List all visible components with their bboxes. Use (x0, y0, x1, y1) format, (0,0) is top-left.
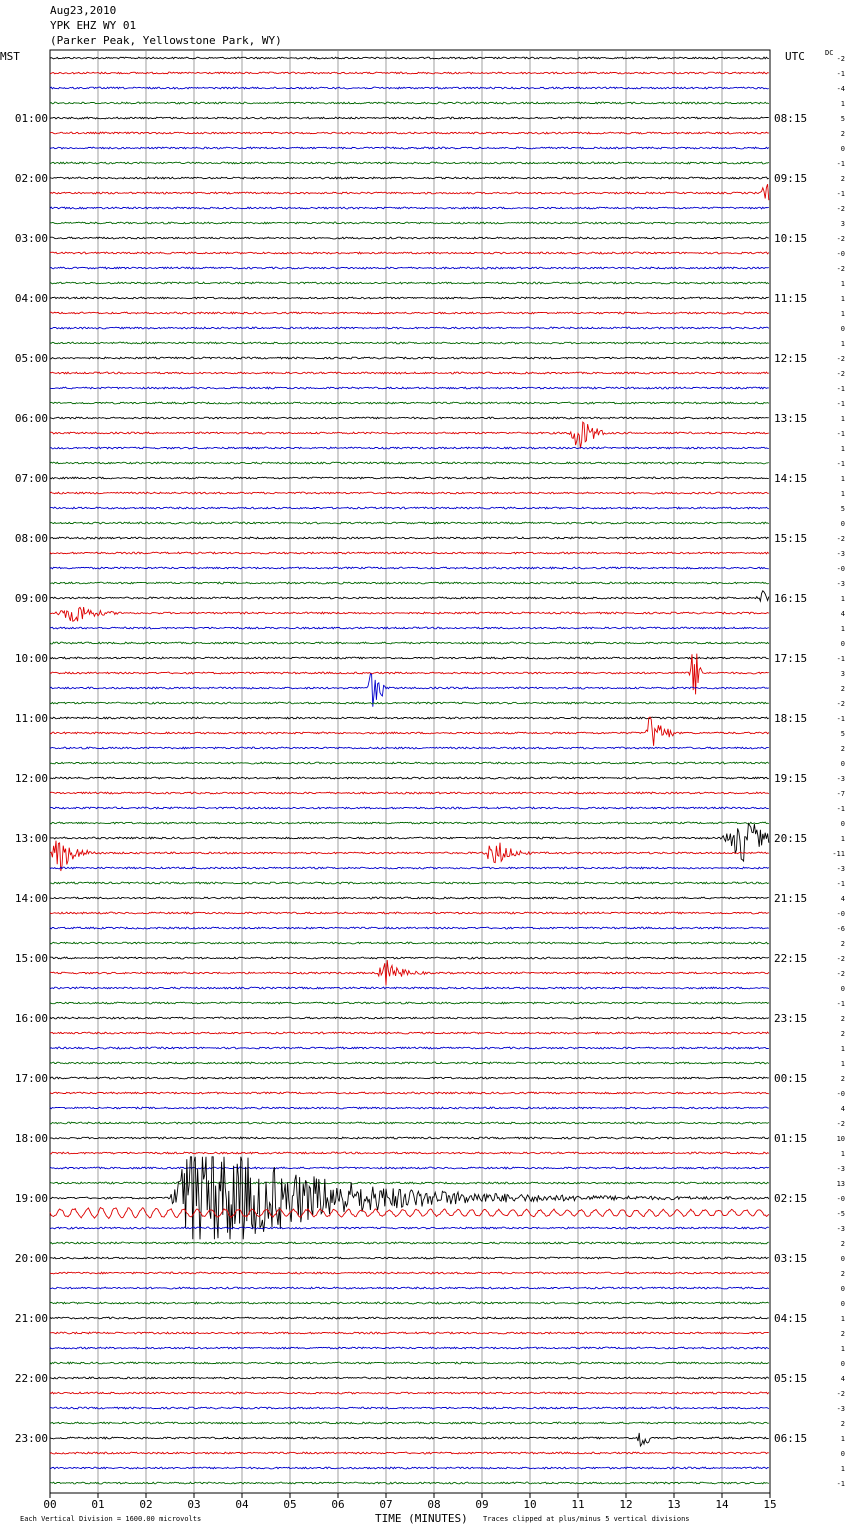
plot-frame (50, 50, 770, 1493)
utc-hour-label: 12:15 (774, 352, 808, 365)
dc-offset-label: 1 (840, 1465, 845, 1473)
dc-offset-label: 0 (840, 640, 845, 648)
trace-18 (50, 327, 769, 329)
utc-hour-label: 05:15 (774, 1372, 808, 1385)
trace-1 (50, 72, 769, 74)
x-tick-label: 07 (379, 1498, 393, 1511)
trace-52 (50, 824, 769, 862)
local-hour-label: 13:00 (14, 832, 48, 845)
trace-87 (50, 1362, 769, 1364)
trace-66 (50, 1047, 769, 1049)
dc-offset-label: 0 (840, 760, 845, 768)
dc-offset-label: 1 (840, 280, 845, 288)
dc-offset-label: -0 (836, 250, 845, 258)
dc-offset-label: 2 (840, 1330, 845, 1338)
trace-61 (50, 960, 769, 985)
x-tick-label: 11 (571, 1498, 585, 1511)
local-timezone-label: MST (0, 50, 20, 63)
trace-43 (50, 702, 769, 704)
dc-offset-label: -2 (836, 55, 845, 63)
utc-hour-label: 03:15 (774, 1252, 808, 1265)
dc-offset-label: 0 (840, 1255, 845, 1263)
trace-67 (50, 1062, 769, 1064)
trace-10 (50, 207, 769, 209)
local-hour-label: 20:00 (14, 1252, 48, 1265)
trace-19 (50, 342, 769, 344)
dc-offset-label: 1 (840, 1150, 845, 1158)
trace-48 (50, 777, 769, 779)
local-hour-label: 06:00 (14, 412, 48, 425)
trace-6 (50, 147, 769, 149)
utc-hour-label: 23:15 (774, 1012, 808, 1025)
trace-58 (50, 927, 769, 929)
trace-51 (50, 822, 769, 824)
trace-21 (50, 372, 769, 374)
trace-94 (50, 1467, 769, 1469)
dc-offset-label: -1 (836, 1000, 845, 1008)
dc-offset-label: 0 (840, 820, 845, 828)
trace-17 (50, 312, 769, 314)
trace-89 (50, 1392, 769, 1394)
dc-offset-label: 2 (840, 1240, 845, 1248)
utc-hour-label: 17:15 (774, 652, 808, 665)
dc-offset-labels (832, 55, 845, 1488)
trace-45 (50, 717, 769, 746)
trace-13 (50, 252, 769, 254)
dc-offset-label: -2 (836, 235, 845, 243)
trace-77 (50, 1208, 769, 1219)
x-tick-label: 02 (139, 1498, 153, 1511)
trace-26 (50, 447, 769, 449)
dc-offset-label: -1 (836, 715, 845, 723)
trace-37 (50, 607, 769, 621)
dc-offset-label: 2 (840, 130, 845, 138)
dc-offset-label: 0 (840, 1360, 845, 1368)
dc-offset-label: -2 (836, 970, 845, 978)
trace-24 (50, 417, 769, 419)
trace-88 (50, 1377, 769, 1379)
utc-hour-label: 02:15 (774, 1192, 808, 1205)
local-hour-label: 11:00 (14, 712, 48, 725)
dc-offset-label: 5 (840, 730, 845, 738)
x-tick-label: 01 (91, 1498, 105, 1511)
trace-76 (50, 1157, 769, 1240)
dc-offset-label: 2 (840, 1420, 845, 1428)
trace-3 (50, 102, 769, 104)
local-hour-label: 23:00 (14, 1432, 48, 1445)
dc-offset-label: 4 (840, 610, 845, 618)
local-hour-label: 18:00 (14, 1132, 48, 1145)
local-hour-label: 01:00 (14, 112, 48, 125)
dc-offset-label: 1 (840, 445, 845, 453)
dc-offset-label: -1 (836, 190, 845, 198)
local-hour-label: 14:00 (14, 892, 48, 905)
dc-offset-label: 2 (840, 1075, 845, 1083)
x-tick-label: 09 (475, 1498, 489, 1511)
dc-offset-label: 4 (840, 895, 845, 903)
dc-offset-label: 1 (840, 1315, 845, 1323)
x-axis-title: TIME (MINUTES) (375, 1512, 468, 1525)
trace-47 (50, 762, 769, 764)
dc-offset-label: -3 (836, 1165, 845, 1173)
trace-5 (50, 132, 769, 134)
local-hour-label: 04:00 (14, 292, 48, 305)
trace-74 (50, 1167, 769, 1169)
trace-83 (50, 1302, 769, 1304)
trace-30 (50, 507, 769, 509)
trace-80 (50, 1257, 769, 1259)
trace-63 (50, 1002, 769, 1004)
dc-offset-label: -2 (836, 955, 845, 963)
dc-offset-label: 0 (840, 1300, 845, 1308)
utc-hour-label: 08:15 (774, 112, 808, 125)
local-hour-label: 03:00 (14, 232, 48, 245)
x-axis-ticks (43, 1493, 776, 1511)
dc-offset-label: 4 (840, 1375, 845, 1383)
x-tick-label: 12 (619, 1498, 633, 1511)
dc-offset-label: -3 (836, 865, 845, 873)
trace-44 (50, 717, 769, 719)
trace-56 (50, 897, 769, 899)
trace-39 (50, 642, 769, 644)
local-hour-label: 10:00 (14, 652, 48, 665)
dc-offset-label: 10 (836, 1135, 845, 1143)
dc-offset-label: -1 (836, 70, 845, 78)
dc-offset-label: 0 (840, 1285, 845, 1293)
dc-offset-label: 2 (840, 175, 845, 183)
trace-25 (50, 422, 769, 448)
local-hour-label: 17:00 (14, 1072, 48, 1085)
dc-offset-label: 13 (836, 1180, 845, 1188)
x-tick-label: 10 (523, 1498, 537, 1511)
trace-53 (50, 841, 769, 871)
x-tick-label: 05 (283, 1498, 297, 1511)
utc-hour-label: 21:15 (774, 892, 808, 905)
trace-59 (50, 942, 769, 944)
dc-offset-label: 1 (840, 100, 845, 108)
trace-35 (50, 582, 769, 584)
local-hour-label: 08:00 (14, 532, 48, 545)
dc-offset-label: 1 (840, 415, 845, 423)
trace-23 (50, 402, 769, 404)
trace-69 (50, 1092, 769, 1094)
x-tick-label: 15 (763, 1498, 777, 1511)
x-tick-label: 00 (43, 1498, 57, 1511)
trace-2 (50, 87, 769, 89)
utc-hour-label: 00:15 (774, 1072, 808, 1085)
utc-hour-label: 09:15 (774, 172, 808, 185)
local-hour-label: 15:00 (14, 952, 48, 965)
dc-offset-label: 0 (840, 985, 845, 993)
trace-90 (50, 1407, 769, 1409)
dc-offset-label: -2 (836, 355, 845, 363)
trace-40 (50, 657, 769, 659)
trace-34 (50, 567, 769, 569)
dc-offset-label: -2 (836, 265, 845, 273)
x-tick-label: 03 (187, 1498, 201, 1511)
trace-12 (50, 237, 769, 239)
trace-71 (50, 1122, 769, 1124)
dc-offset-label: -1 (836, 460, 845, 468)
local-hour-label: 09:00 (14, 592, 48, 605)
x-tick-label: 08 (427, 1498, 441, 1511)
utc-hour-label: 13:15 (774, 412, 808, 425)
dc-offset-label: 3 (840, 670, 845, 678)
trace-22 (50, 387, 769, 389)
dc-offset-label: -11 (832, 850, 845, 858)
local-hour-label: 21:00 (14, 1312, 48, 1325)
dc-offset-label: 0 (840, 520, 845, 528)
dc-offset-label: 5 (840, 505, 845, 513)
utc-hour-label: 14:15 (774, 472, 808, 485)
trace-85 (50, 1332, 769, 1334)
dc-offset-label: 1 (840, 490, 845, 498)
dc-offset-label: 5 (840, 115, 845, 123)
trace-11 (50, 222, 769, 224)
x-tick-label: 14 (715, 1498, 729, 1511)
dc-offset-label: 1 (840, 1345, 845, 1353)
trace-72 (50, 1137, 769, 1139)
utc-hour-label: 11:15 (774, 292, 808, 305)
trace-49 (50, 792, 769, 794)
dc-offset-label: 1 (840, 625, 845, 633)
dc-offset-label: -1 (836, 400, 845, 408)
utc-hour-label: 22:15 (774, 952, 808, 965)
utc-hour-label: 15:15 (774, 532, 808, 545)
trace-62 (50, 987, 769, 989)
clip-note: Traces clipped at plus/minus 5 vertical divisions (483, 1515, 690, 1523)
trace-33 (50, 552, 769, 554)
dc-offset-label: 2 (840, 685, 845, 693)
dc-offset-label: -3 (836, 1225, 845, 1233)
dc-offset-label: -1 (836, 385, 845, 393)
local-hour-label: 02:00 (14, 172, 48, 185)
dc-offset-label: 1 (840, 1435, 845, 1443)
record-date: Aug23,2010 (50, 4, 117, 17)
dc-offset-label: 2 (840, 1015, 845, 1023)
local-hour-label: 07:00 (14, 472, 48, 485)
dc-offset-label: 0 (840, 1450, 845, 1458)
trace-60 (50, 957, 769, 959)
local-hour-label: 19:00 (14, 1192, 48, 1205)
dc-offset-label: -1 (836, 880, 845, 888)
dc-offset-label: -3 (836, 1405, 845, 1413)
dc-offset-label: -1 (836, 160, 845, 168)
dc-offset-label: 1 (840, 595, 845, 603)
trace-70 (50, 1107, 769, 1109)
dc-offset-label: 2 (840, 1270, 845, 1278)
dc-offset-label: -2 (836, 1390, 845, 1398)
trace-57 (50, 912, 769, 914)
dc-column-label: DC (825, 49, 834, 57)
trace-78 (50, 1227, 769, 1229)
utc-hour-label: 19:15 (774, 772, 808, 785)
dc-offset-label: 1 (840, 295, 845, 303)
dc-offset-label: 1 (840, 1045, 845, 1053)
dc-offset-label: -6 (836, 925, 845, 933)
trace-65 (50, 1032, 769, 1034)
scale-note: Each Vertical Division = 1600.00 microvolts (20, 1515, 202, 1523)
trace-95 (50, 1482, 769, 1484)
local-hour-label: 05:00 (14, 352, 48, 365)
trace-4 (50, 117, 769, 119)
trace-84 (50, 1317, 769, 1319)
dc-offset-label: -0 (836, 1090, 845, 1098)
utc-hour-label: 20:15 (774, 832, 808, 845)
dc-offset-label: 1 (840, 1060, 845, 1068)
trace-31 (50, 522, 769, 524)
dc-offset-label: -1 (836, 805, 845, 813)
trace-81 (50, 1272, 769, 1274)
trace-91 (50, 1422, 769, 1424)
dc-offset-label: -7 (836, 790, 845, 798)
dc-offset-label: -2 (836, 1120, 845, 1128)
trace-16 (50, 297, 769, 299)
utc-hour-label: 06:15 (774, 1432, 808, 1445)
trace-8 (50, 177, 769, 179)
trace-50 (50, 807, 769, 809)
dc-offset-label: 1 (840, 475, 845, 483)
trace-75 (50, 1182, 769, 1184)
trace-7 (50, 162, 769, 164)
dc-offset-label: -1 (836, 430, 845, 438)
trace-29 (50, 492, 769, 494)
trace-55 (50, 882, 769, 884)
dc-offset-label: 1 (840, 310, 845, 318)
trace-32 (50, 537, 769, 539)
trace-73 (50, 1152, 769, 1154)
trace-54 (50, 867, 769, 869)
trace-64 (50, 1017, 769, 1019)
minute-gridlines (50, 50, 770, 1493)
trace-28 (50, 477, 769, 479)
utc-hour-label: 18:15 (774, 712, 808, 725)
dc-offset-label: -2 (836, 370, 845, 378)
utc-hour-label: 16:15 (774, 592, 808, 605)
trace-93 (50, 1452, 769, 1454)
trace-9 (50, 184, 769, 200)
dc-offset-label: -2 (836, 535, 845, 543)
trace-20 (50, 357, 769, 359)
dc-offset-label: 2 (840, 940, 845, 948)
dc-offset-label: -1 (836, 1480, 845, 1488)
utc-hour-label: 01:15 (774, 1132, 808, 1145)
utc-hour-label: 04:15 (774, 1312, 808, 1325)
dc-offset-label: -3 (836, 550, 845, 558)
trace-68 (50, 1077, 769, 1079)
local-hour-label: 16:00 (14, 1012, 48, 1025)
dc-offset-label: -0 (836, 565, 845, 573)
station-code: YPK EHZ WY 01 (50, 19, 137, 32)
dc-offset-label: -0 (836, 910, 845, 918)
trace-82 (50, 1287, 769, 1289)
trace-15 (50, 282, 769, 284)
trace-36 (50, 591, 769, 601)
trace-27 (50, 462, 769, 464)
dc-offset-label: 0 (840, 325, 845, 333)
trace-0 (50, 57, 769, 59)
station-location: (Parker Peak, Yellowstone Park, WY) (50, 34, 282, 47)
trace-46 (50, 747, 769, 749)
trace-14 (50, 267, 769, 269)
x-tick-label: 04 (235, 1498, 249, 1511)
x-tick-label: 06 (331, 1498, 345, 1511)
utc-time-labels (774, 112, 807, 1445)
dc-offset-label: -0 (836, 1195, 845, 1203)
dc-offset-label: -4 (836, 85, 845, 93)
seismic-traces (50, 57, 769, 1484)
dc-offset-label: -3 (836, 580, 845, 588)
dc-offset-label: -3 (836, 775, 845, 783)
dc-offset-label: -2 (836, 700, 845, 708)
local-hour-label: 12:00 (14, 772, 48, 785)
local-time-labels (15, 112, 48, 1445)
utc-hour-label: 10:15 (774, 232, 808, 245)
trace-79 (50, 1242, 769, 1244)
utc-timezone-label: UTC (785, 50, 805, 63)
dc-offset-label: 0 (840, 145, 845, 153)
dc-offset-label: 3 (840, 220, 845, 228)
trace-86 (50, 1347, 769, 1349)
x-tick-label: 13 (667, 1498, 681, 1511)
local-hour-label: 22:00 (14, 1372, 48, 1385)
trace-38 (50, 627, 769, 629)
dc-offset-label: -5 (836, 1210, 845, 1218)
dc-offset-label: 1 (840, 835, 845, 843)
dc-offset-label: 2 (840, 745, 845, 753)
dc-offset-label: 2 (840, 1030, 845, 1038)
dc-offset-label: 1 (840, 340, 845, 348)
dc-offset-label: -2 (836, 205, 845, 213)
trace-92 (50, 1433, 769, 1446)
dc-offset-label: 4 (840, 1105, 845, 1113)
dc-offset-label: -1 (836, 655, 845, 663)
